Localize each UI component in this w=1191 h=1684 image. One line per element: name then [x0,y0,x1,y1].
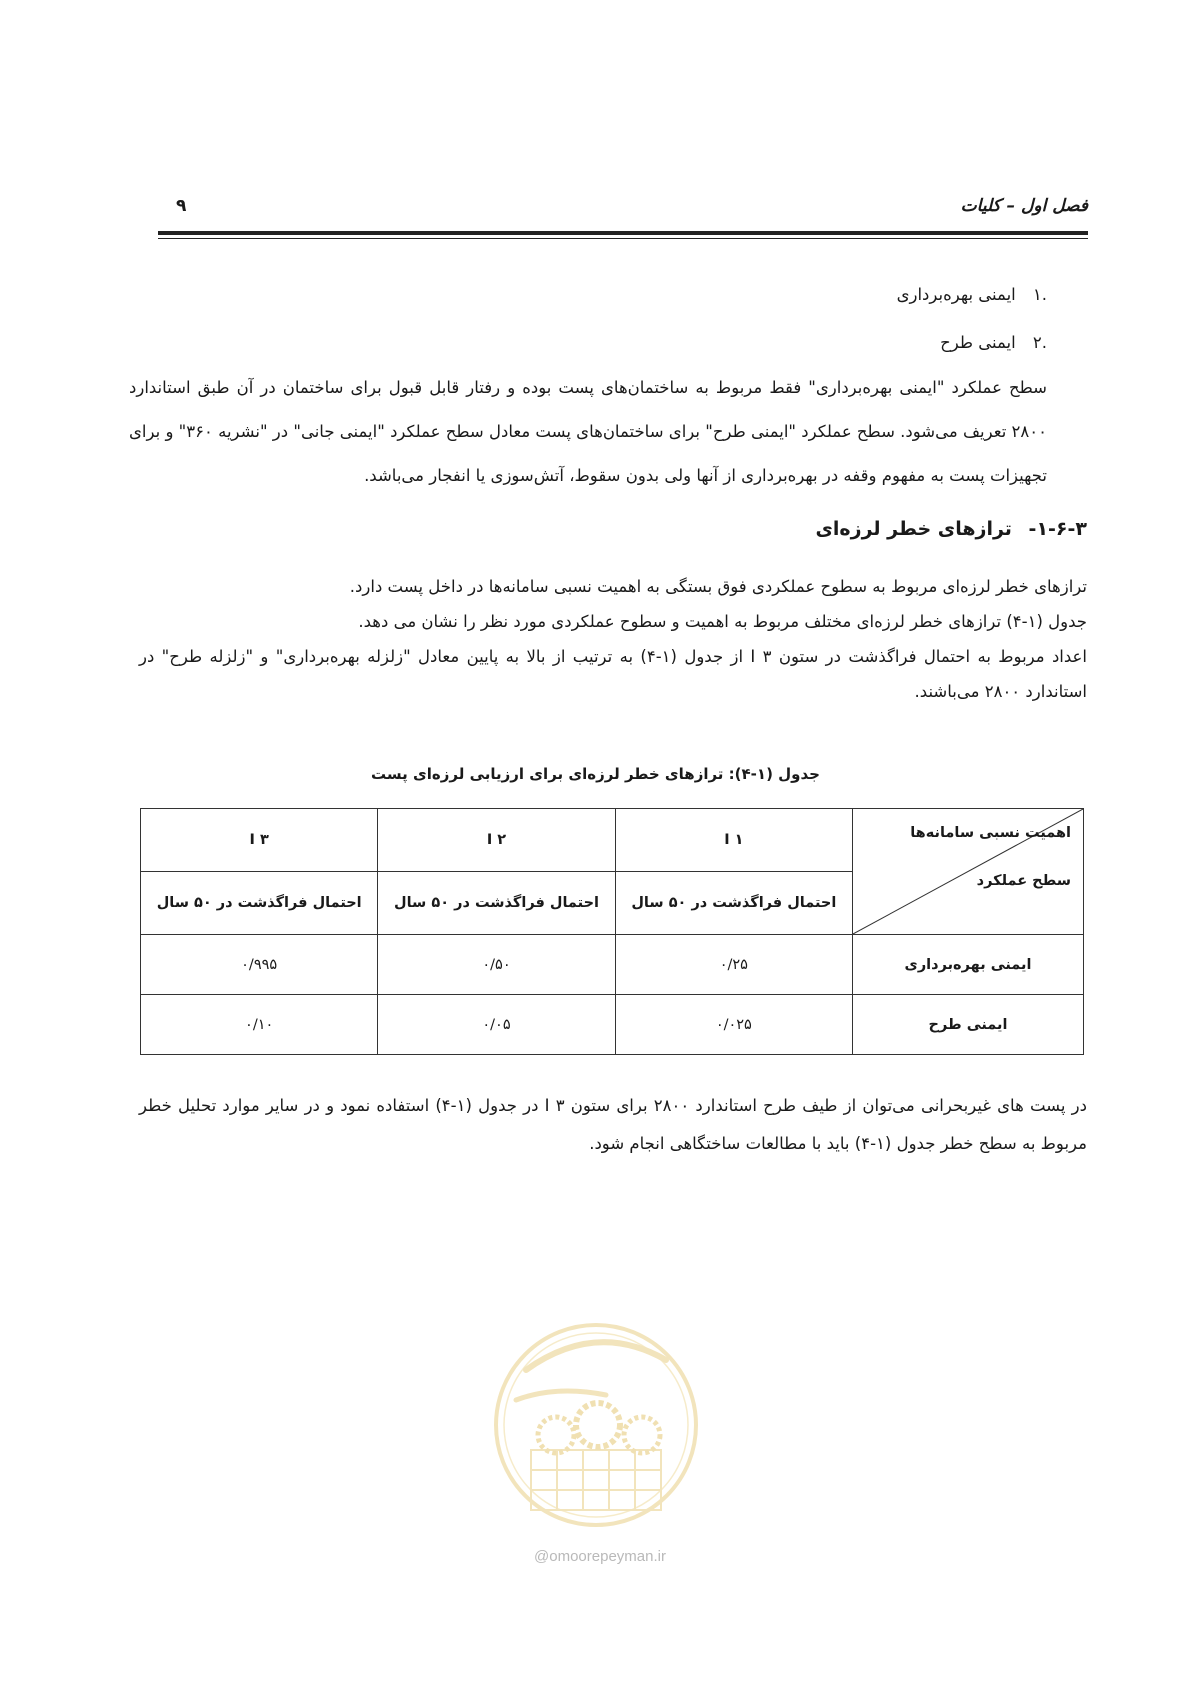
corner-label-importance: اهمیت نسبی سامانه‌ها [910,825,1071,841]
list-text: ایمنی طرح [940,333,1016,352]
column-header-importance: I ۲ [378,809,615,872]
paragraph-performance-levels: سطح عملکرد "ایمنی بهره‌برداری" فقط مربوط به ساختمان‌های پست بوده و رفتار قابل قبول برای ساختمان در آن طبق استاندارد ۲۸۰۰ تعریف می‌شود. سطح عملکرد "ایمنی طرح" برای ساختمان‌های پست معادل سطح عملکرد "ایمنی جانی" در "نشریه ۳۶۰" و برای تجهیزات پست به مفهوم وقفه در بهره‌برداری از آنها ولی بدون سقوط، آتش‌سوزی یا انفجار می‌باشد. [129,378,1047,485]
paragraph-line: ترازهای خطر لرزه‌ای مربوط به سطوح عملکردی فوق بستگی به اهمیت نسبی سامانه‌ها در داخل پست دارد. [349,577,1087,596]
list-item [897,282,1047,330]
table-cell: ۰/۰۵ [378,995,615,1055]
hazard-table [140,808,1084,1055]
table-cell: ۰/۹۹۵ [141,935,378,995]
watermark-logo-icon [486,1300,706,1560]
column-subheader: احتمال فراگذشت در ۵۰ سال [378,872,615,935]
table-header-row [141,809,1084,872]
row-label: ایمنی بهره‌برداری [853,935,1084,995]
numbered-list [897,282,1047,378]
table-cell: ۰/۵۰ [378,935,615,995]
column-header-importance: I ۳ [141,809,378,872]
paragraph-line: جدول (۱-۴) ترازهای خطر لرزه‌ای مختلف مربوط به اهمیت و سطوح عملکردی مورد نظر را نشان می دهد. [358,612,1087,631]
table-caption: جدول (۱-۴): ترازهای خطر لرزه‌ای برای ارزیابی لرزه‌ای پست [371,765,820,783]
watermark-url: @omoorepeyman.ir [534,1548,666,1565]
list-number: .۱ [1032,285,1047,304]
paragraph-noncritical: در پست های غیربحرانی می‌توان از طیف طرح استاندارد ۲۸۰۰ برای ستون I ۳ در جدول (۱-۴) استفاده نمود و در سایر موارد تحلیل خطر مربوط به سطح خطر جدول (۱-۴) باید با مطالعات ساختگاهی انجام شود. [139,1096,1087,1153]
section-title: ترازهای خطر لرزه‌ای [815,518,1012,540]
section-number: ۱-۶-۳- [1028,518,1087,540]
chapter-title: فصل اول – کلیات [960,196,1088,216]
header-rule-thin [158,238,1088,239]
list-text: ایمنی بهره‌برداری [896,285,1016,304]
corner-label-performance: سطح عملکرد [976,873,1071,889]
list-number: .۲ [1032,333,1047,352]
header-rule-thick [158,231,1088,235]
paragraph-line: اعداد مربوط به احتمال فراگذشت در ستون I ۳ از جدول (۱-۴) به ترتیب از بالا به پایین معادل "زلزله بهره‌برداری" و "زلزله طرح" در استاندارد ۲۸۰۰ می‌باشند. [139,647,1087,701]
page-number: ۹ [176,196,187,216]
page-header [158,196,1088,226]
table-row [141,935,1084,995]
paragraph-hazard-levels [139,569,1087,709]
column-subheader: احتمال فراگذشت در ۵۰ سال [141,872,378,935]
column-header-importance: I ۱ [615,809,852,872]
column-subheader: احتمال فراگذشت در ۵۰ سال [615,872,852,935]
table-cell: ۰/۰۲۵ [615,995,852,1055]
table-corner-cell [853,809,1084,935]
row-label: ایمنی طرح [853,995,1084,1055]
table-cell: ۰/۲۵ [615,935,852,995]
table-cell: ۰/۱۰ [141,995,378,1055]
table-row [141,995,1084,1055]
section-heading [816,518,1088,540]
